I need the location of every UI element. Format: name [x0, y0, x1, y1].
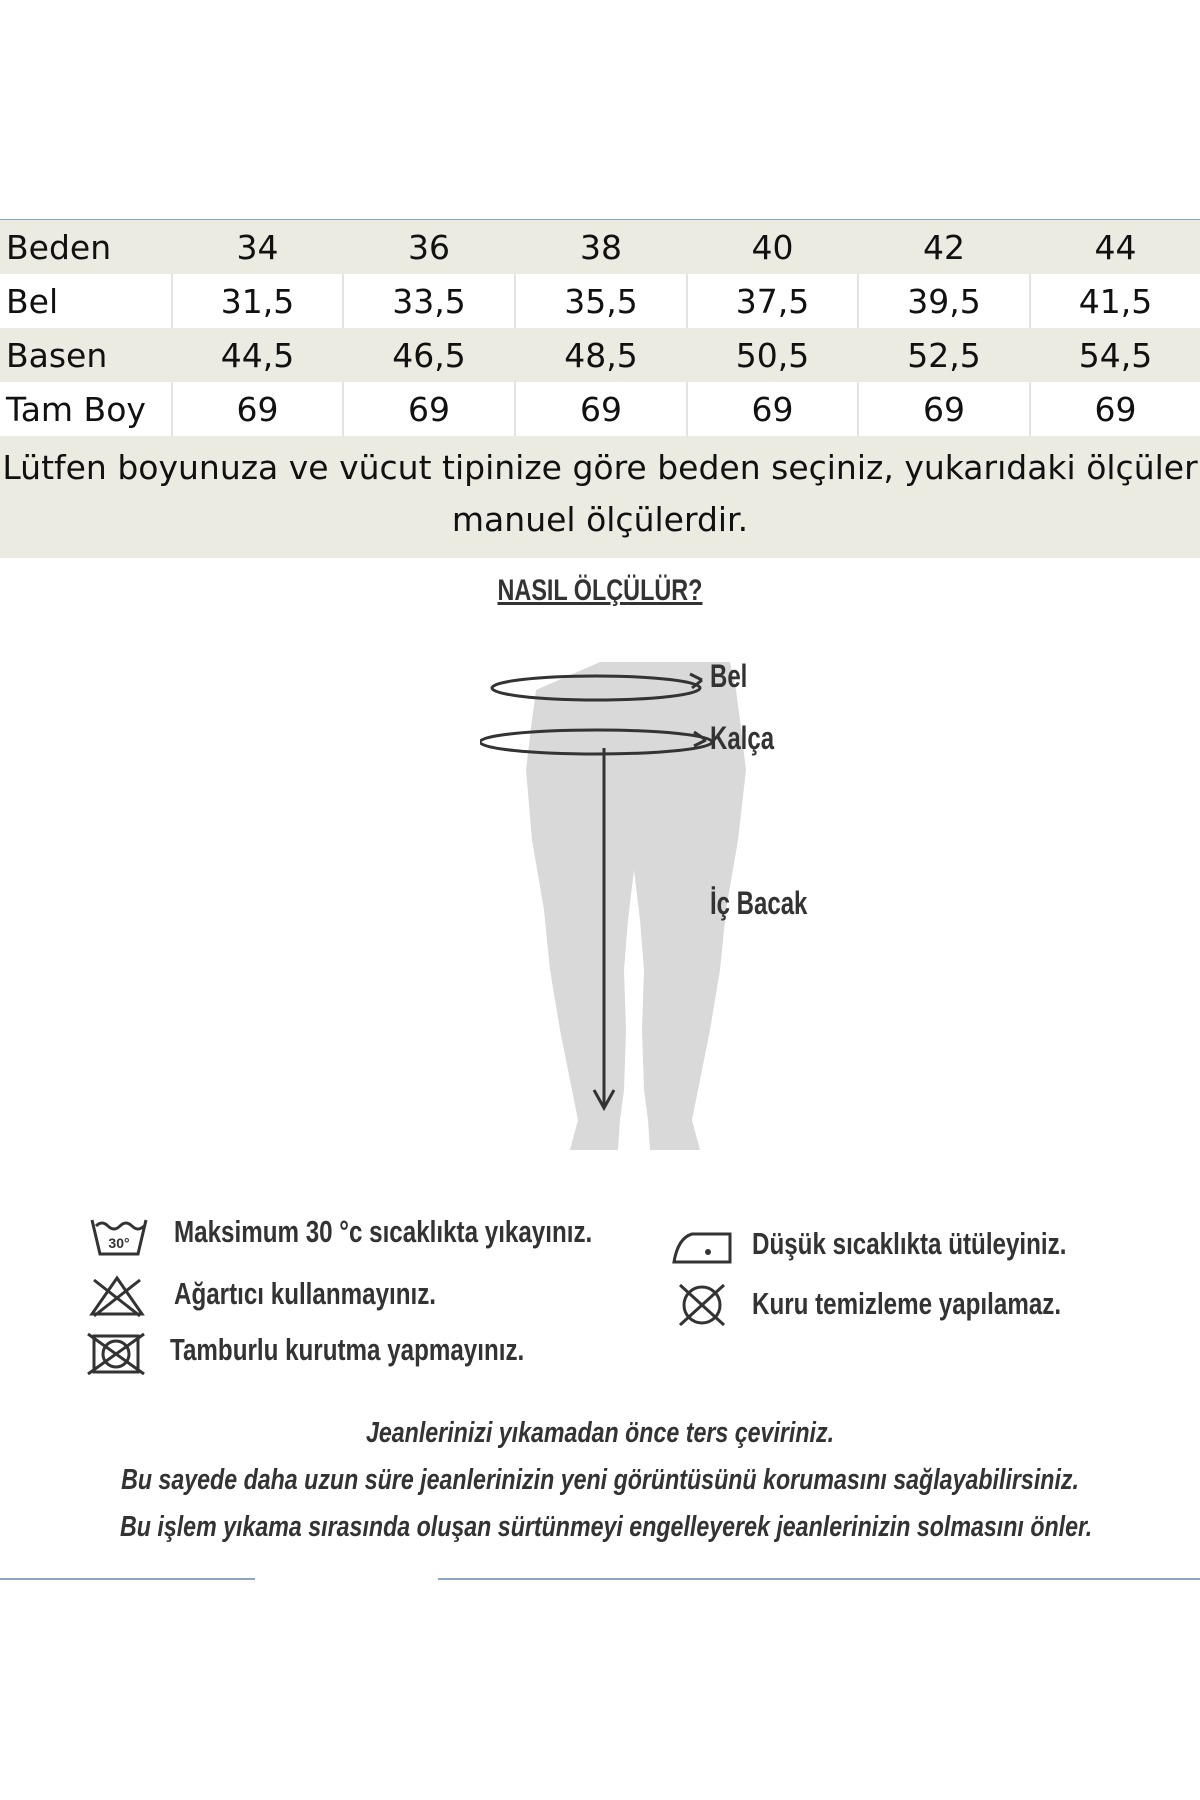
table-header-cell: 40 — [687, 220, 858, 274]
inseam-label: İç Bacak — [710, 885, 808, 921]
tip-line: Jeanlerinizi yıkamadan önce ters çeviriniz. — [365, 1417, 835, 1449]
care-tumble-text: Tamburlu kurutma yapmayınız. — [170, 1332, 525, 1367]
table-header-cell: 34 — [172, 220, 343, 274]
wash-temp: 30° — [108, 1235, 130, 1251]
washing-tips — [0, 1410, 1200, 1551]
care-bleach-text: Ağartıcı kullanmayınız. — [174, 1276, 437, 1311]
table-header-cell: 42 — [858, 220, 1030, 274]
table-cell: 69 — [858, 382, 1030, 436]
table-row — [0, 328, 1200, 382]
wash-30-icon — [88, 1214, 150, 1258]
bottom-rule — [438, 1578, 1200, 1580]
table-cell: 35,5 — [515, 274, 687, 328]
size-note-line: manuel ölçülerdir. — [451, 500, 749, 539]
care-wash-text: Maksimum 30 °c sıcaklıkta yıkayınız. — [174, 1214, 593, 1249]
care-iron-text: Düşük sıcaklıkta ütüleyiniz. — [752, 1226, 1067, 1261]
bottom-rule — [0, 1578, 255, 1580]
no-tumble-dry-icon — [86, 1330, 146, 1376]
table-cell: 69 — [343, 382, 515, 436]
size-table — [0, 220, 1200, 436]
no-bleach-icon — [88, 1274, 146, 1318]
size-note-line: Lütfen boyunuza ve vücut tipinize göre beden seçiniz, yukarıdaki ölçüler — [2, 448, 1198, 487]
waist-label: Bel — [710, 658, 748, 694]
table-row — [0, 274, 1200, 328]
table-cell: 46,5 — [343, 328, 515, 382]
how-to-measure-title: NASIL ÖLÇÜLÜR? — [497, 574, 703, 607]
table-cell: 54,5 — [1030, 328, 1200, 382]
iron-low-icon — [670, 1224, 734, 1268]
table-cell: 37,5 — [687, 274, 858, 328]
table-row — [0, 382, 1200, 436]
table-cell: 41,5 — [1030, 274, 1200, 328]
tip-line: Bu sayede daha uzun süre jeanlerinizin yeni görüntüsünü korumasını sağlayabilirsiniz. — [121, 1464, 1079, 1496]
table-cell: 33,5 — [343, 274, 515, 328]
size-note — [0, 436, 1200, 558]
care-dryclean-text: Kuru temizleme yapılamaz. — [752, 1286, 1062, 1321]
table-cell: 50,5 — [687, 328, 858, 382]
tip-line: Bu işlem yıkama sırasında oluşan sürtünmeyi engelleyerek jeanlerinizin solmasını önler. — [120, 1511, 1093, 1543]
table-cell: 69 — [172, 382, 343, 436]
no-dry-clean-icon — [676, 1282, 728, 1328]
table-cell: Bel — [6, 281, 59, 321]
table-cell: Tam Boy — [6, 389, 146, 429]
table-cell: 31,5 — [172, 274, 343, 328]
table-header-cell: Beden — [0, 220, 172, 274]
table-header-cell: 44 — [1030, 220, 1200, 274]
table-header-cell: 38 — [515, 220, 687, 274]
table-cell: 44,5 — [172, 328, 343, 382]
table-cell: 39,5 — [858, 274, 1030, 328]
table-header-row — [0, 220, 1200, 274]
table-cell: 69 — [1030, 382, 1200, 436]
table-cell: Basen — [0, 328, 172, 382]
table-cell: 48,5 — [515, 328, 687, 382]
table-cell: 69 — [687, 382, 858, 436]
table-cell: 69 — [515, 382, 687, 436]
hip-label: Kalça — [710, 720, 775, 756]
table-header-cell: 36 — [343, 220, 515, 274]
table-cell: 52,5 — [858, 328, 1030, 382]
